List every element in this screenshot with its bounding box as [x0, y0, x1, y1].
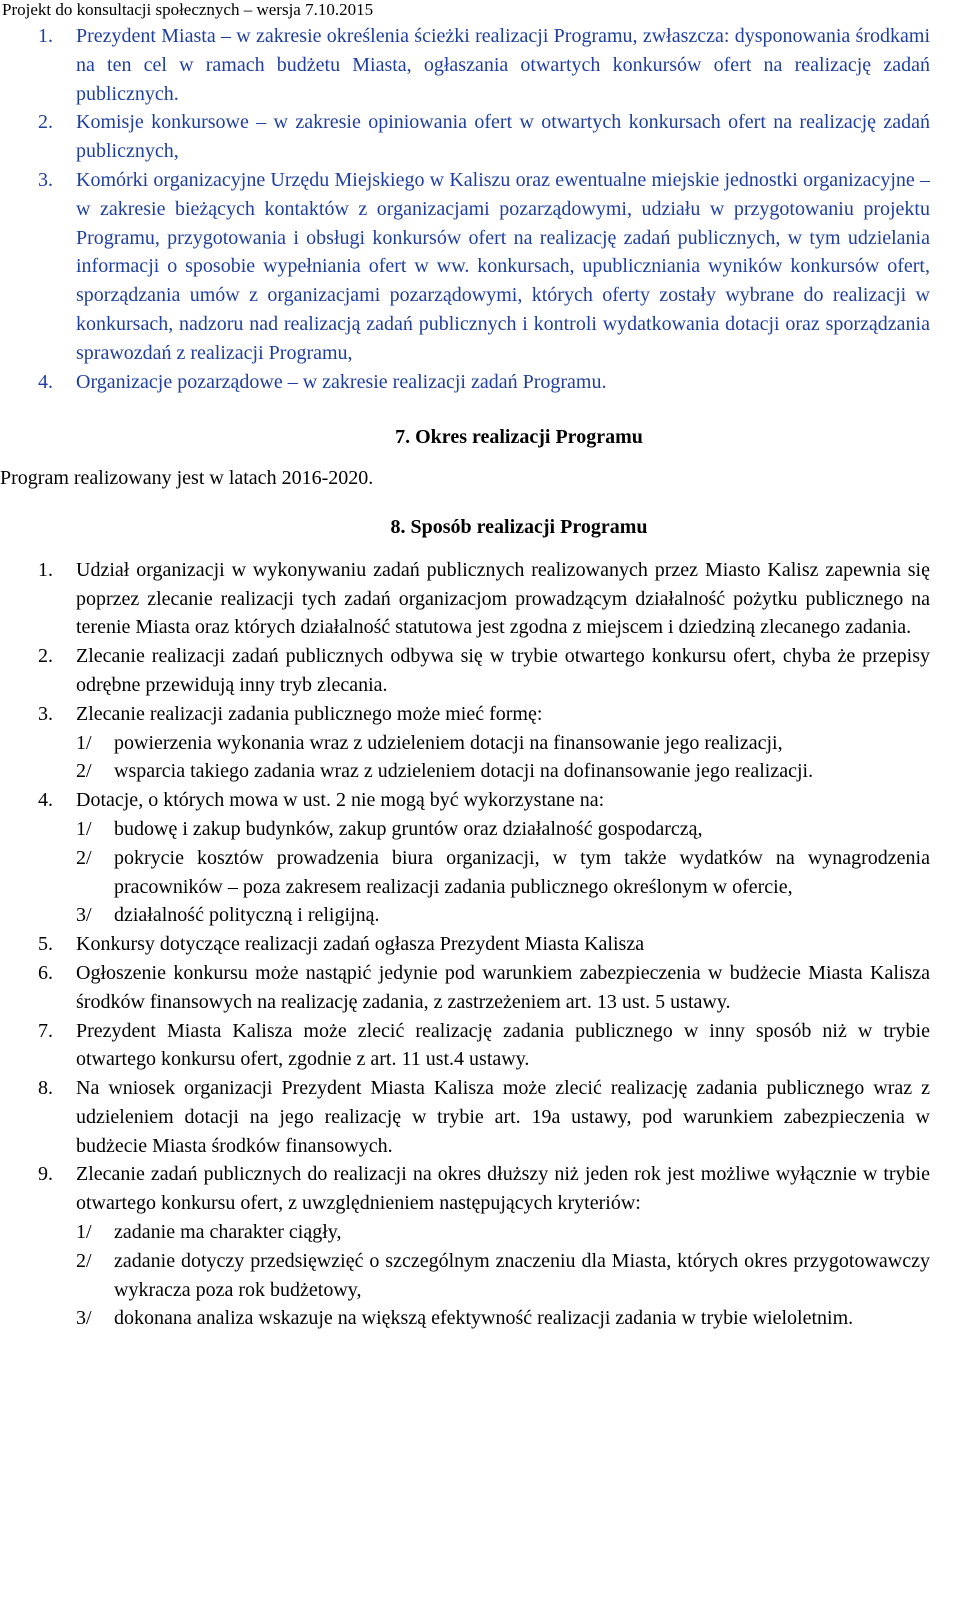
sub-item: [76, 729, 930, 758]
section-8-heading: 8. Sposób realizacji Programu: [390, 515, 648, 538]
sub-item-text: dokonana analiza wskazuje na większą efektywność realizacji zadania w trybie wieloletnim.: [114, 1307, 854, 1330]
item-text: Udział organizacji w wykonywaniu zadań publicznych realizowanych przez Miasto Kalisz zapewnia się poprzez zlecanie realizacji tych zadań organizacjom prowadzącym działalność pożytku publicznego na terenie Miasta oraz których działalność statutowa jest zgodna z miejscem i dziedziną zlecanego zadania.: [76, 558, 930, 639]
sub-item-text: zadanie dotyczy przedsięwzięć o szczególnym znaczeniu dla Miasta, których okres przygotowawczy wykracza poza rok budżetowy,: [114, 1249, 930, 1301]
section-7-text: Program realizowany jest w latach 2016-2020.: [0, 467, 374, 490]
item-text: Zlecanie realizacji zadania publicznego może mieć formę:: [76, 702, 543, 725]
item-text: Zlecanie realizacji zadań publicznych odbywa się w trybie otwartego konkursu ofert, chyba że przepisy odrębne przewidują inny tryb zlecania.: [76, 645, 930, 696]
list-item: [38, 1074, 930, 1160]
list-item: [38, 22, 930, 108]
list-item: [38, 556, 930, 642]
item-text: Zlecanie zadań publicznych do realizacji na okres dłuższy niż jeden rok jest możliwe wyłącznie w trybie otwartego konkursu ofert, z uwzględnieniem następujących kryteriów:: [76, 1163, 930, 1215]
sub-item-text: działalność polityczną i religijną.: [114, 904, 380, 927]
item-number: 4.: [38, 789, 53, 812]
sub-item-text: pokrycie kosztów prowadzenia biura organizacji, w tym także wydatków na wynagrodzenia pracowników – poza zakresem realizacji zadania publicznego określonym w ofercie,: [114, 846, 930, 898]
list-item: [38, 642, 930, 700]
item-number: 3.: [38, 702, 53, 725]
item-number: 1.: [38, 558, 53, 581]
sub-item-number: 3/: [76, 1307, 92, 1330]
sub-item-number: 3/: [76, 904, 92, 927]
item-number: 5.: [38, 933, 53, 956]
item-text: Konkursy dotyczące realizacji zadań ogłasza Prezydent Miasta Kalisza: [76, 933, 645, 956]
sub-item-number: 2/: [76, 1249, 92, 1272]
list-item: [38, 959, 930, 1017]
sub-item-text: zadanie ma charakter ciągły,: [114, 1221, 342, 1244]
item-number: 2.: [38, 111, 53, 134]
sub-item-text: powierzenia wykonania wraz z udzieleniem dotacji na finansowanie jego realizacji,: [114, 731, 783, 754]
item-number: 9.: [38, 1163, 53, 1186]
item-text: Na wniosek organizacji Prezydent Miasta Kalisza może zlecić realizację zadania publicznego wraz z udzieleniem dotacji na jego realizację w trybie art. 19a ustawy, pod warunkiem zabezpieczenia w budżecie Miasta środków finansowych.: [76, 1077, 930, 1157]
item-text: Organizacje pozarządowe – w zakresie realizacji zadań Programu.: [76, 370, 607, 393]
list-item: [38, 108, 930, 166]
sub-item-text: wsparcia takiego zadania wraz z udzieleniem dotacji na dofinansowanie jego realizacji.: [114, 760, 814, 783]
sub-item-number: 1/: [76, 817, 92, 840]
sub-item: [76, 1304, 930, 1333]
item-text: Prezydent Miasta – w zakresie określenia ścieżki realizacji Programu, zwłaszcza: dysponowania środkami na ten cel w ramach budżetu Miasta, ogłaszania otwartych konkursów ofert na realizację zadań publicznych.: [76, 25, 930, 105]
list-item: [38, 786, 930, 930]
sub-item: [76, 901, 930, 930]
item-text: Prezydent Miasta Kalisza może zlecić realizację zadania publicznego w inny sposób niż w trybie otwartego konkursu ofert, zgodnie z art. 11 ust.4 ustawy.: [76, 1019, 930, 1071]
item-number: 4.: [38, 370, 53, 393]
item-number: 1.: [38, 25, 53, 47]
sub-item-number: 1/: [76, 1221, 92, 1244]
sub-item: [76, 1218, 930, 1247]
sub-item: [76, 757, 930, 786]
item-number: 7.: [38, 1019, 53, 1042]
list-item: [38, 700, 930, 786]
item-number: 6.: [38, 961, 53, 984]
sub-item-number: 2/: [76, 760, 92, 783]
sub-item: [76, 1247, 930, 1305]
sub-item-text: budowę i zakup budynków, zakup gruntów oraz działalność gospodarczą,: [114, 817, 703, 840]
list-item: [38, 1160, 930, 1333]
sub-item-number: 1/: [76, 731, 92, 754]
list-item: [38, 368, 930, 397]
item-text: Komórki organizacyjne Urzędu Miejskiego w Kaliszu oraz ewentualne miejskie jednostki organizacyjne – w zakresie bieżących kontaktów z organizacjami pozarządowymi, udziału w przygotowaniu projektu Programu, przygotowania i obsługi konkursów ofert na realizację zadań publicznych, w tym udzielania informacji o sposobie wypełniania ofert w ww. konkursach, upubliczniania wyników konkursów ofert, sporządzania umów z organizacjami pozarządowymi, których oferty zostały wybrane do realizacji w konkursach, nadzoru nad realizacją zadań publicznych i kontroli wydatkowania dotacji oraz sporządzania sprawozdań z realizacji Programu,: [76, 168, 930, 364]
item-text: Komisje konkursowe – w zakresie opiniowania ofert w otwartych konkursach ofert na realizację zadań publicznych,: [76, 111, 930, 163]
document-body: [0, 22, 930, 1333]
sub-item: [76, 844, 930, 902]
list-item: [38, 166, 930, 368]
list-item: [38, 930, 930, 959]
list-item: [38, 1017, 930, 1075]
sub-item: [76, 815, 930, 844]
sub-item-number: 2/: [76, 846, 92, 869]
section-7-heading: 7. Okres realizacji Programu: [395, 426, 643, 449]
item-number: 3.: [38, 168, 53, 191]
item-number: 8.: [38, 1077, 53, 1100]
document-header: Projekt do konsultacji społecznych – wersja 7.10.2015: [2, 0, 374, 19]
item-number: 2.: [38, 645, 53, 668]
item-text: Dotacje, o których mowa w ust. 2 nie mogą być wykorzystane na:: [76, 789, 605, 812]
item-text: Ogłoszenie konkursu może nastąpić jedynie pod warunkiem zabezpieczenia w budżecie Miasta Kalisza środków finansowych na realizację zadania, z zastrzeżeniem art. 13 ust. 5 ustawy.: [76, 961, 930, 1013]
